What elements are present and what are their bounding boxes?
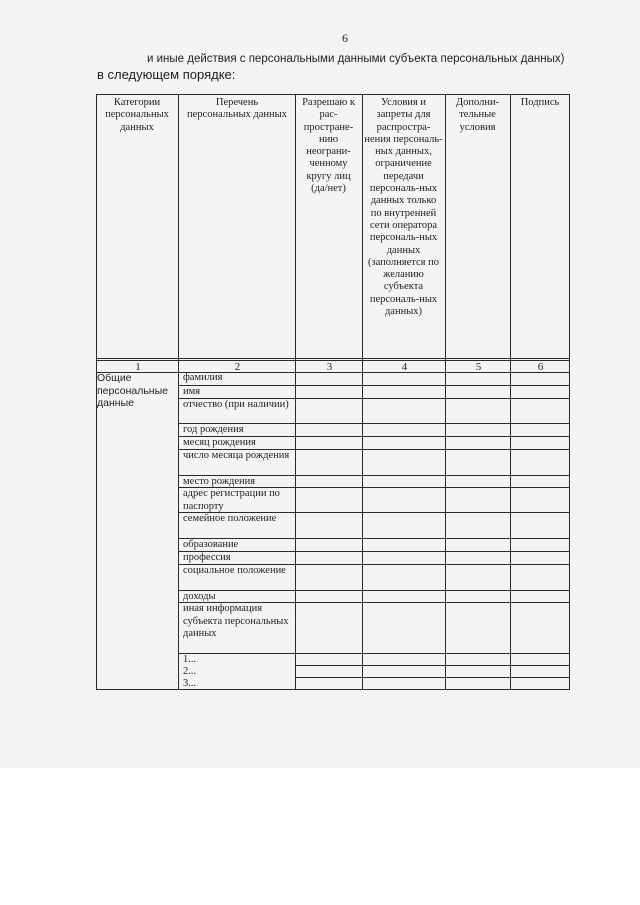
header-data-list: Перечень персональных данных [187, 97, 287, 121]
list-item: адрес регистрации по паспорту [183, 488, 280, 512]
table-border-right [569, 94, 570, 690]
list-item: место рождения [183, 476, 256, 487]
column-number: 6 [537, 361, 544, 373]
row-divider [295, 665, 570, 666]
page-number: 6 [342, 31, 348, 45]
row-divider [295, 677, 570, 678]
header-conditions: Условия и запреты для распростра-нения персональ-ных данных, ограничение передачи персональ-ных данных только по внутренней сети оператора персональ-ных данных (заполняется по желанию субъекта персональ-ных данных) [364, 97, 443, 318]
table-border-bottom [96, 689, 570, 690]
list-item: доходы [183, 591, 216, 602]
list-item: 2... [183, 666, 197, 677]
list-item: отчество (при наличии) [183, 399, 289, 410]
list-item: месяц рождения [183, 437, 256, 448]
list-item: профессия [183, 552, 231, 563]
list-item: имя [183, 386, 201, 397]
column-number: 4 [401, 361, 408, 373]
list-item: 1... [183, 654, 197, 665]
column-number: 2 [234, 361, 241, 373]
column-divider [178, 94, 179, 690]
column-number: 5 [475, 361, 482, 373]
intro-line-1: и иные действия с персональными данными субъекта персональных данных) [147, 53, 565, 65]
header-divider [96, 358, 570, 359]
list-item: образование [183, 539, 239, 550]
column-number: 1 [135, 361, 141, 373]
column-divider [445, 94, 446, 690]
column-divider [295, 94, 296, 690]
list-item: число месяца рождения [183, 450, 290, 461]
list-item: год рождения [183, 424, 244, 435]
column-divider [510, 94, 511, 690]
list-item: иная информация субъекта персональных данных [183, 603, 289, 640]
intro-line-2: в следующем порядке: [97, 67, 236, 82]
header-signature: Подпись [520, 97, 560, 108]
table-border-top [96, 94, 570, 95]
list-item: семейное положение [183, 513, 277, 524]
category-label: Общие персональные данные [97, 372, 168, 409]
list-item: социальное положение [183, 565, 286, 576]
list-item: 3... [183, 678, 197, 689]
list-item: фамилия [183, 372, 223, 383]
column-divider [362, 94, 363, 690]
header-permission: Разрешаю к рас-простране-нию неограни-ченному кругу лиц (да/нет) [302, 97, 355, 195]
column-number: 3 [326, 361, 333, 373]
header-category: Категории персональных данных [105, 97, 169, 133]
header-extra-conditions: Дополни-тельные условия [455, 97, 500, 133]
